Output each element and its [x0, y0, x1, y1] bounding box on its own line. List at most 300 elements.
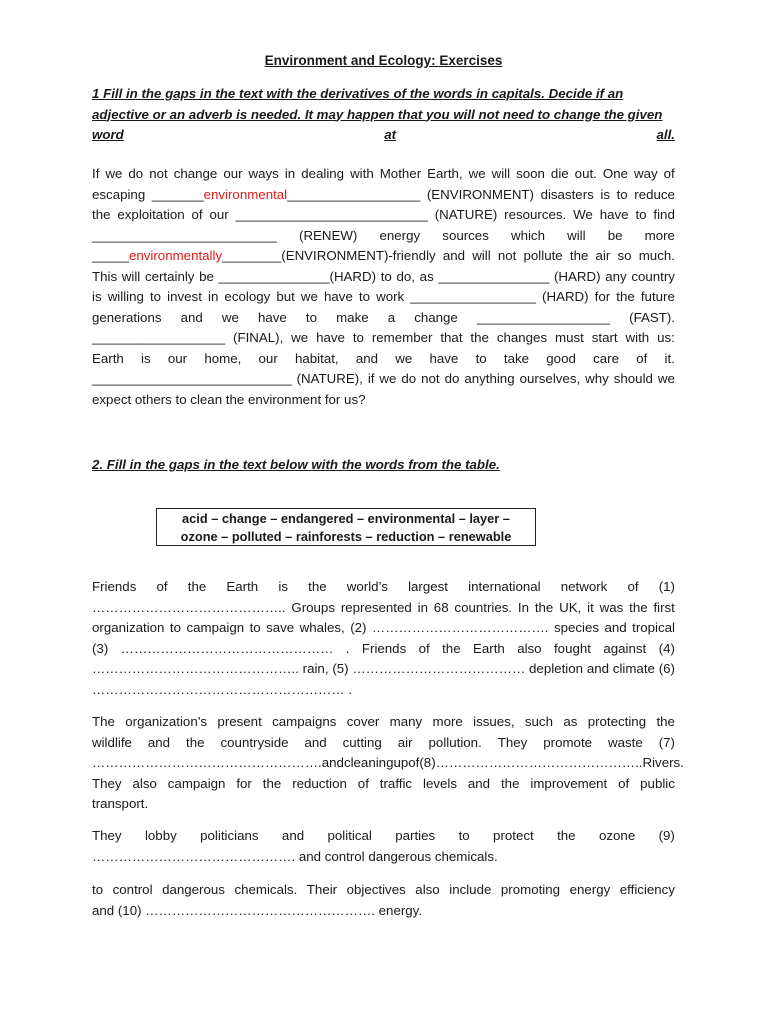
word: more — [644, 227, 675, 243]
word: (4) — [658, 640, 675, 656]
word-bank-box — [156, 508, 536, 546]
text-line-last: expect others to clean the environment for us? — [92, 391, 366, 407]
word: up — [393, 755, 409, 770]
word: the — [470, 330, 489, 345]
word: to — [458, 828, 470, 843]
word: must — [555, 330, 584, 345]
word: take — [503, 350, 530, 366]
word: why — [585, 371, 609, 386]
word: do — [401, 371, 417, 386]
instruction-word: word — [92, 127, 124, 142]
word: to — [92, 882, 104, 897]
word: waste — [608, 734, 643, 750]
word: and — [604, 620, 627, 635]
word: will — [567, 227, 586, 243]
word: (2) — [350, 620, 367, 635]
word: . — [345, 640, 350, 656]
word: energy — [569, 882, 611, 897]
word: exploitation — [117, 207, 185, 222]
text-line — [92, 659, 675, 680]
word: of — [191, 207, 203, 222]
word: is — [278, 579, 288, 594]
word: reduce — [634, 186, 675, 202]
word: (7) — [658, 734, 675, 750]
word: organization’s — [125, 714, 208, 729]
gap-line: _______ — [151, 186, 204, 202]
word: save — [266, 620, 295, 635]
word: the — [656, 714, 675, 729]
word: present — [217, 714, 262, 729]
answer-text: environmentally — [128, 248, 223, 263]
word: for — [236, 775, 252, 791]
word: levels — [422, 775, 457, 791]
word: of — [408, 755, 420, 770]
word: (RENEW) — [299, 227, 358, 243]
text-line — [92, 328, 675, 349]
instruction-word: all. — [656, 127, 675, 142]
gap-line: _____ — [92, 248, 129, 263]
word: is — [141, 350, 151, 366]
word: _______________ — [438, 268, 550, 284]
word: to — [249, 620, 261, 635]
word: it — [587, 599, 594, 615]
word: represented — [340, 599, 412, 615]
word: the — [569, 248, 589, 263]
word: resources. — [504, 207, 567, 222]
word: Earth — [226, 579, 259, 594]
word: network — [560, 579, 608, 594]
exercise2-paragraph-4 — [92, 880, 675, 921]
word: The — [92, 714, 115, 729]
word: any — [605, 268, 627, 284]
word: of — [418, 640, 430, 656]
word: our — [167, 350, 188, 366]
word: much. — [638, 248, 675, 263]
instruction-last-line — [92, 125, 675, 146]
word: the — [92, 207, 111, 222]
word: promoting — [500, 882, 561, 897]
text-line — [92, 226, 675, 247]
word: to — [635, 207, 647, 222]
word: protecting — [587, 714, 647, 729]
word: is — [92, 289, 102, 304]
word: climate — [612, 661, 655, 676]
word: do — [444, 371, 460, 386]
word: change — [173, 166, 218, 181]
word: 68 — [433, 599, 449, 615]
word: we — [395, 350, 413, 366]
answer-gap — [92, 246, 436, 267]
word: organization — [92, 620, 165, 635]
word: (1) — [658, 579, 675, 594]
word: find — [653, 207, 675, 222]
word: (9) — [658, 828, 675, 843]
word: remember — [371, 330, 433, 345]
word: home, — [204, 350, 242, 366]
word: the — [557, 828, 576, 843]
word: as — [419, 268, 434, 284]
word: invest — [167, 289, 202, 304]
word: to — [352, 330, 364, 345]
word: ways — [248, 166, 279, 181]
word: do, — [396, 268, 415, 284]
word: we — [657, 371, 675, 386]
word: and — [467, 775, 491, 791]
word: of — [357, 775, 369, 791]
word: be — [607, 227, 623, 243]
word: it. — [664, 350, 675, 366]
text-line — [92, 733, 675, 754]
word: to — [149, 289, 162, 304]
word: Groups — [291, 599, 335, 615]
word: will — [472, 248, 491, 263]
exercise2-paragraph-3 — [92, 826, 675, 867]
word: sources — [442, 227, 489, 243]
word: (ENVIRONMENT) — [426, 186, 534, 202]
word: largest — [408, 579, 448, 594]
text-line — [92, 308, 675, 329]
word: cutting — [342, 734, 382, 750]
text-line — [92, 753, 684, 774]
word: willing — [107, 289, 144, 304]
word: campaign — [186, 620, 245, 635]
word: with — [625, 330, 650, 345]
word: have — [324, 289, 353, 304]
text-line — [92, 349, 675, 370]
word: that — [440, 330, 463, 345]
word: lobby — [144, 828, 177, 843]
word: of — [618, 775, 630, 791]
text-line — [92, 774, 675, 795]
word: This — [92, 268, 118, 284]
word: dangerous — [162, 882, 225, 897]
word: escaping — [92, 186, 146, 202]
word: ………………………………………… — [120, 640, 334, 656]
word: future — [640, 289, 675, 304]
word: If — [92, 166, 100, 181]
exercise2-instruction: 2. Fill in the gaps in the text below with the words from the table. — [92, 457, 500, 472]
word: we — [379, 371, 397, 386]
text-line-last: ………………………………………………… . — [92, 681, 353, 697]
word: not — [421, 371, 440, 386]
word: (3) — [92, 640, 109, 656]
word: promote — [543, 734, 593, 750]
text-line-last: transport. — [92, 796, 149, 811]
word: tropical — [632, 620, 675, 635]
word: to — [169, 620, 181, 635]
word: One — [602, 166, 628, 181]
word: depletion — [529, 661, 584, 676]
word: and — [586, 661, 609, 676]
word: Earth, — [427, 166, 463, 181]
word: to — [475, 350, 487, 366]
word: We — [573, 207, 593, 222]
word: (NATURE) — [434, 207, 498, 222]
word: air — [397, 734, 413, 750]
word: the — [442, 640, 461, 656]
word: if — [367, 371, 375, 386]
word: public — [640, 775, 675, 791]
text-line — [92, 598, 675, 619]
word: ……………………………………….. — [92, 661, 299, 676]
word: and — [147, 734, 171, 750]
word: dealing — [301, 166, 345, 181]
word: good — [546, 350, 576, 366]
word: as — [563, 714, 578, 729]
word: way — [634, 166, 658, 181]
word: Earth — [92, 350, 124, 366]
word: cover — [346, 714, 380, 729]
word: Rivers. — [642, 755, 684, 770]
word: have — [257, 309, 287, 325]
word: (FAST). — [629, 309, 675, 325]
word: for — [594, 289, 611, 304]
word: air — [595, 248, 611, 263]
word: protect — [493, 828, 534, 843]
word: They — [497, 734, 528, 750]
text-line — [92, 369, 675, 390]
word: Friends — [361, 640, 407, 656]
word: cleaning — [343, 755, 394, 770]
word: and — [180, 309, 203, 325]
word: out. — [574, 166, 597, 181]
word: not — [149, 166, 168, 181]
exercise1-instruction — [92, 84, 675, 146]
word: fought — [553, 640, 591, 656]
word: of — [627, 579, 639, 594]
word: (FINAL), — [233, 330, 284, 345]
word: _______________(HARD) — [218, 268, 377, 284]
text-line — [92, 185, 675, 206]
word: certainly — [144, 268, 195, 284]
word: world’s — [346, 579, 388, 594]
word: change — [414, 309, 458, 325]
word: (HARD) — [542, 289, 589, 304]
text-line-last: ………………………………………. and control dangerous chemicals. — [92, 848, 498, 864]
word: and — [442, 248, 466, 263]
word: Friends — [92, 579, 137, 594]
word: ……………………………………………. — [92, 755, 322, 770]
text-line — [92, 880, 675, 901]
word: ___________________________ — [92, 371, 292, 386]
word: also — [415, 882, 440, 897]
word: traffic — [379, 775, 413, 791]
word: generations — [92, 309, 162, 325]
word: we — [468, 166, 486, 181]
word: against — [603, 640, 647, 656]
gap-line: __________________ — [287, 186, 421, 202]
word: not — [497, 248, 517, 263]
word: in — [417, 599, 428, 615]
word: ………………………………… — [352, 661, 526, 676]
word: campaign — [167, 775, 226, 791]
word: UK, — [559, 599, 582, 615]
word: (8) — [419, 755, 436, 770]
word: rain, — [302, 661, 329, 676]
word: so — [617, 248, 632, 263]
word: be — [199, 268, 214, 284]
word: ……………………………………….. — [435, 755, 643, 770]
word: _________________________ — [92, 227, 277, 243]
word: have — [316, 330, 345, 345]
word: we — [291, 330, 309, 345]
word: make — [336, 309, 369, 325]
word: and — [321, 755, 344, 770]
word: political — [327, 828, 372, 843]
word: pollution. — [428, 734, 482, 750]
word: They — [92, 828, 122, 843]
word: will — [121, 268, 141, 284]
word: chemicals. — [234, 882, 298, 897]
text-line — [92, 639, 675, 660]
page-title: Environment and Ecology: Exercises — [264, 53, 503, 68]
word: we — [221, 309, 239, 325]
word: of — [636, 350, 648, 366]
word: ecology — [224, 289, 271, 304]
word: control — [112, 882, 153, 897]
word: countryside — [220, 734, 289, 750]
word: to — [380, 268, 392, 284]
text-line — [92, 205, 675, 226]
word: care — [593, 350, 619, 366]
text-line — [92, 164, 675, 185]
word: objectives — [346, 882, 406, 897]
word: anything — [464, 371, 515, 386]
word: (6) — [658, 661, 675, 676]
word: with — [350, 166, 374, 181]
word: which — [510, 227, 545, 243]
word-bank-line: ozone – polluted – rainforests – reduction – renewable — [180, 529, 512, 544]
word: us: — [657, 330, 675, 345]
word: do — [128, 166, 144, 181]
word: to — [358, 289, 371, 304]
word: and — [355, 350, 379, 366]
word: species — [553, 620, 600, 635]
word: our — [209, 207, 229, 222]
word: will — [491, 166, 511, 181]
exercise2-paragraph-2 — [92, 712, 684, 815]
word: __________________ — [476, 309, 611, 325]
word: the — [500, 775, 520, 791]
text-line — [92, 826, 675, 847]
word: parties — [395, 828, 436, 843]
word: but — [276, 289, 295, 304]
word: politicians — [200, 828, 259, 843]
word: whales, — [299, 620, 345, 635]
word: In — [517, 599, 529, 615]
text-line — [92, 246, 675, 267]
word-bank-line: acid – change – endangered – environmental – layer – — [182, 511, 510, 526]
text-line — [92, 267, 675, 288]
word: and — [281, 828, 305, 843]
word: the — [629, 599, 648, 615]
word: to — [616, 186, 628, 202]
exercise2-paragraph-1 — [92, 577, 675, 700]
word: many — [389, 714, 423, 729]
word: to — [305, 309, 317, 325]
word: have — [599, 207, 629, 222]
word: such — [524, 714, 553, 729]
word: the — [534, 599, 554, 615]
word: …………………………………….. — [92, 599, 286, 615]
word: the — [187, 579, 207, 594]
word: __________________________ — [235, 207, 428, 222]
word: efficiency — [619, 882, 675, 897]
word: the — [186, 734, 205, 750]
text-line — [92, 577, 675, 598]
word: a — [387, 309, 396, 325]
word: soon — [516, 166, 545, 181]
word: wildlife — [92, 734, 132, 750]
word: have — [429, 350, 459, 366]
word: include — [449, 882, 492, 897]
word: of — [156, 579, 168, 594]
word: international — [468, 579, 541, 594]
word: Earth — [473, 640, 505, 656]
word: ourselves, — [519, 371, 581, 386]
word: start — [591, 330, 618, 345]
text-line-last: and (10) ……………………………………………. energy. — [92, 902, 423, 918]
word: …………………………………. — [371, 620, 549, 635]
word: first — [653, 599, 675, 615]
gap-line: ________(ENVIRONMENT)-friendly — [222, 248, 436, 263]
word: country — [631, 268, 675, 284]
instruction-line: adjective or an adverb is needed. It may happen that you will not need to change the given — [92, 106, 663, 122]
text-line — [92, 618, 675, 639]
word: issues, — [473, 714, 515, 729]
word: die — [550, 166, 569, 181]
word: __________________ — [92, 330, 226, 345]
word: we — [300, 289, 318, 304]
word: our — [223, 166, 243, 181]
word: in — [207, 289, 219, 304]
exercise1-text — [92, 164, 675, 410]
word: (HARD) — [554, 268, 601, 284]
text-line — [92, 287, 675, 308]
word: countries. — [454, 599, 513, 615]
word: _________________ — [410, 289, 536, 304]
word: should — [613, 371, 653, 386]
word: habitat, — [294, 350, 339, 366]
word: Their — [306, 882, 338, 897]
word: our — [258, 350, 278, 366]
word: more — [432, 714, 463, 729]
word: ozone — [598, 828, 636, 843]
word: of — [663, 166, 675, 181]
text-line — [92, 712, 675, 733]
word: campaigns — [272, 714, 337, 729]
word: work — [376, 289, 405, 304]
word: They — [92, 775, 122, 791]
word: improvement — [530, 775, 608, 791]
word: the — [262, 775, 282, 791]
word: pollute — [523, 248, 563, 263]
word: disasters — [540, 186, 594, 202]
instruction-word: at — [384, 127, 397, 142]
word: is — [600, 186, 610, 202]
word: in — [284, 166, 296, 181]
word: Mother — [379, 166, 422, 181]
word: also — [517, 640, 542, 656]
word: energy — [379, 227, 421, 243]
word: (NATURE), — [296, 371, 363, 386]
word: reduction — [292, 775, 347, 791]
word: the — [308, 579, 327, 594]
word: was — [599, 599, 624, 615]
word: also — [132, 775, 157, 791]
word: changes — [496, 330, 548, 345]
answer-gap — [152, 185, 420, 206]
